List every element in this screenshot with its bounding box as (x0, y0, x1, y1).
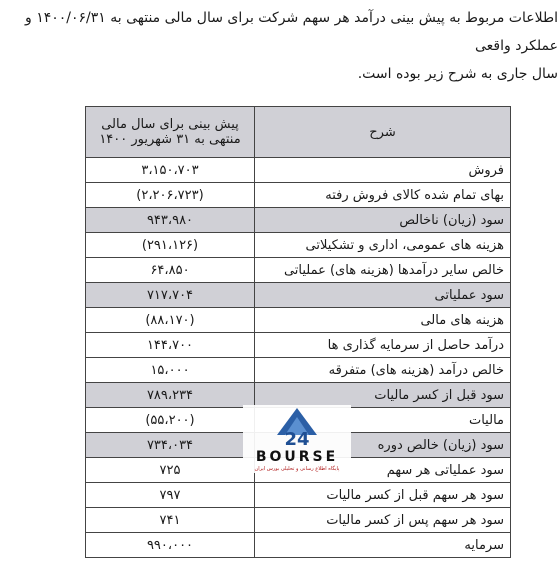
row-label: خالص سایر درآمدها (هزینه های) عملیاتی (255, 258, 511, 283)
bourse24-watermark-logo (243, 405, 351, 473)
header-description: شرح (255, 107, 511, 158)
table-row (86, 258, 511, 283)
table-row (86, 208, 511, 233)
intro-text (0, 4, 558, 88)
header-forecast: پیش بینی برای سال مالی منتهی به ۳۱ شهریور ۱۴۰۰ (86, 107, 255, 158)
row-value: ۷۱۷،۷۰۴ (86, 283, 255, 308)
row-label: مالیات (255, 408, 511, 433)
logo-name: BOURSE (255, 449, 339, 465)
logo-tagline: پایگاه اطلاع رسانی و تحلیلی بورس ایران (254, 466, 340, 472)
row-label: سود (زیان) ناخالص (255, 208, 511, 233)
table-header-row (86, 107, 511, 158)
intro-line-1: اطلاعات مربوط به پیش بینی درآمد هر سهم شرکت برای سال مالی منتهی به ۱۴۰۰/۰۶/۳۱ و عملکرد واقعی (24, 10, 558, 54)
table-row (86, 508, 511, 533)
row-value: ۳،۱۵۰،۷۰۳ (86, 158, 255, 183)
table-row (86, 333, 511, 358)
row-value: (۲۹۱،۱۲۶) (86, 233, 255, 258)
table-row (86, 158, 511, 183)
table-row (86, 233, 511, 258)
row-label: سرمایه (255, 533, 511, 558)
logo-mark: 24 (284, 429, 310, 450)
row-value: ۶۴،۸۵۰ (86, 258, 255, 283)
row-value: ۷۸۹،۲۳۴ (86, 383, 255, 408)
row-label: سود عملیاتی (255, 283, 511, 308)
row-value: (۸۸،۱۷۰) (86, 308, 255, 333)
row-label: سود هر سهم قبل از کسر مالیات (255, 483, 511, 508)
row-value: ۷۹۷ (86, 483, 255, 508)
row-label: سود عملیاتی هر سهم (255, 458, 511, 483)
row-label: بهای تمام شده کالای فروش رفته (255, 183, 511, 208)
row-value: ۱۴۴،۷۰۰ (86, 333, 255, 358)
table-row (86, 483, 511, 508)
table-body (86, 158, 511, 558)
table-row (86, 308, 511, 333)
row-label: درآمد حاصل از سرمایه گذاری ها (255, 333, 511, 358)
row-value: ۷۳۴،۰۳۴ (86, 433, 255, 458)
row-value: (۲،۲۰۶،۷۲۳) (86, 183, 255, 208)
intro-line-2: سال جاری به شرح زیر بوده است. (357, 66, 558, 82)
row-label: فروش (255, 158, 511, 183)
row-value: ۷۴۱ (86, 508, 255, 533)
row-value: ۱۵،۰۰۰ (86, 358, 255, 383)
row-label: سود (زیان) خالص دوره (255, 433, 511, 458)
table-row (86, 533, 511, 558)
row-label: سود هر سهم پس از کسر مالیات (255, 508, 511, 533)
table-row (86, 383, 511, 408)
forecast-table (85, 106, 511, 558)
table-row (86, 283, 511, 308)
row-value: ۹۴۳،۹۸۰ (86, 208, 255, 233)
logo-graphic (243, 405, 351, 473)
row-value: (۵۵،۲۰۰) (86, 408, 255, 433)
row-value: ۹۹۰،۰۰۰ (86, 533, 255, 558)
table-row (86, 183, 511, 208)
row-label: هزینه های مالی (255, 308, 511, 333)
row-label: خالص درآمد (هزینه های) متفرقه (255, 358, 511, 383)
row-value: ۷۲۵ (86, 458, 255, 483)
row-label: سود قبل از کسر مالیات (255, 383, 511, 408)
row-label: هزینه های عمومی، اداری و تشکیلاتی (255, 233, 511, 258)
table-row (86, 358, 511, 383)
